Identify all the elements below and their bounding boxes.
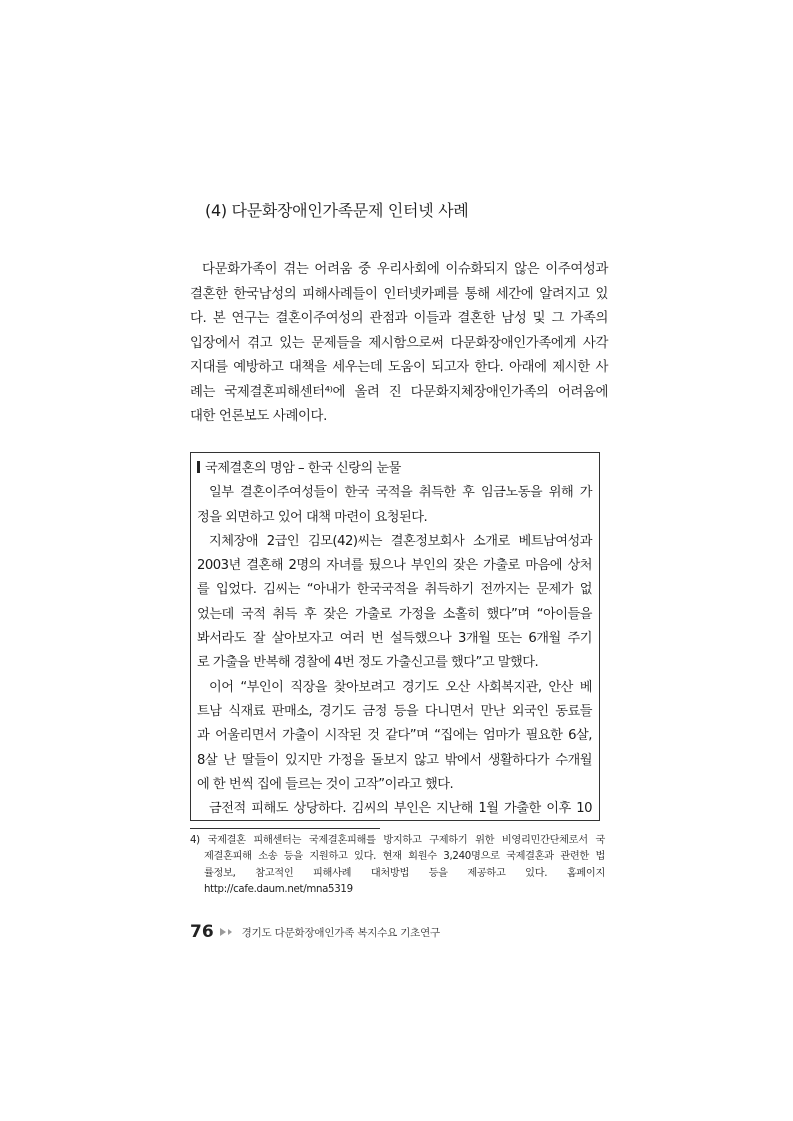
intro-line: 다. 본 연구는 결혼이주여성의 관점과 이들과 결혼한 남성 및 그 가족의: [190, 311, 608, 326]
box-line: 이어 “부인이 직장을 찾아보려고 경기도 오산 사회복지관, 안산 베: [209, 679, 592, 695]
heading-bar-icon: [197, 461, 200, 473]
footnote-divider: [190, 828, 380, 829]
intro-line: 대한 언론보도 사례이다.: [190, 409, 327, 424]
page-number: 76: [190, 922, 214, 942]
footnote-line: 률정보, 참고적인 피해사례 대처방법 등을 제공하고 있다. 홈페이지: [204, 867, 605, 879]
running-title: 경기도 다문화장애인가족 복지수요 기초연구: [241, 926, 441, 939]
footnote: [190, 833, 605, 899]
intro-line: 지대를 예방하고 대책을 세우는데 도움이 되고자 한다. 아래에 제시한 사: [190, 360, 608, 375]
page-footer: [190, 920, 440, 944]
intro-line: 결혼한 한국남성의 피해사례들이 인터넷카페를 통해 세간에 알려지고 있: [190, 286, 608, 302]
intro-line: 입장에서 겪고 있는 문제들을 제시함으로써 다문화장애인가족에게 사각: [190, 335, 608, 351]
box-line: 봐서라도 잘 살아보자고 여러 번 설득했으나 3개월 또는 6개월 주기: [197, 631, 592, 647]
box-line: 일부 결혼이주여성들이 한국 국적을 취득한 후 임금노동을 위해 가: [209, 485, 592, 501]
footnote-url: http://cafe.daum.net/mna5319: [204, 884, 353, 896]
intro-paragraph: [190, 258, 608, 430]
box-line: 2003년 결혼해 2명의 자녀를 뒀으나 부인의 잦은 가출로 마음에 상처: [197, 558, 592, 574]
box-line: 었는데 국적 취득 후 잦은 가출로 가정을 소홀히 했다”며 “아이들을: [197, 606, 592, 622]
double-arrow-icon: [218, 928, 232, 936]
box-line: 과 어울리면서 가출이 시작된 것 같다”며 “집에는 엄마가 필요한 6살,: [197, 728, 592, 744]
news-case-box: [190, 452, 600, 821]
footnote-line: 제결혼피해 소송 등을 지원하고 있다. 현재 회원수 3,240명으로 국제결혼과 관련한 법: [204, 851, 605, 863]
box-line: 정을 외면하고 있어 대책 마련이 요청된다.: [197, 509, 428, 525]
box-heading: [197, 457, 592, 481]
box-line: 를 입었다. 김씨는 “아내가 한국국적을 취득하기 전까지는 문제가 없: [197, 582, 592, 598]
box-heading-text: 국제결혼의 명암 – 한국 신랑의 눈물: [205, 461, 401, 476]
box-line: 로 가출을 반복해 경찰에 4번 정도 가출신고를 했다”고 말했다.: [197, 655, 539, 671]
box-line: 8살 난 딸들이 있지만 가정을 돌보지 않고 밖에서 생활하다가 수개월: [197, 752, 592, 768]
section-title: (4) 다문화장애인가족문제 인터넷 사례: [205, 201, 469, 220]
intro-line: 다문화가족이 겪는 어려움 중 우리사회에 이슈화되지 않은 이주여성과: [202, 262, 608, 277]
box-line: 트남 식재료 판매소, 경기도 금정 등을 다니면서 만난 외국인 동료들: [197, 703, 592, 719]
intro-line: 례는 국제결혼피해센터⁴⁾에 올려 진 다문화지체장애인가족의 어려움에: [190, 384, 608, 400]
box-line: 금전적 피해도 상당하다. 김씨의 부인은 지난해 1월 가출한 이후 10: [209, 801, 592, 817]
box-line: 에 한 번씩 집에 들르는 것이 고작”이라고 했다.: [197, 776, 454, 792]
box-line: 지체장애 2급인 김모(42)씨는 결혼정보회사 소개로 베트남여성과: [209, 533, 592, 549]
footnote-line: 4) 국제결혼 피해센터는 국제결혼피해를 방지하고 구제하기 위한 비영리민간단체로서 국: [190, 835, 605, 846]
